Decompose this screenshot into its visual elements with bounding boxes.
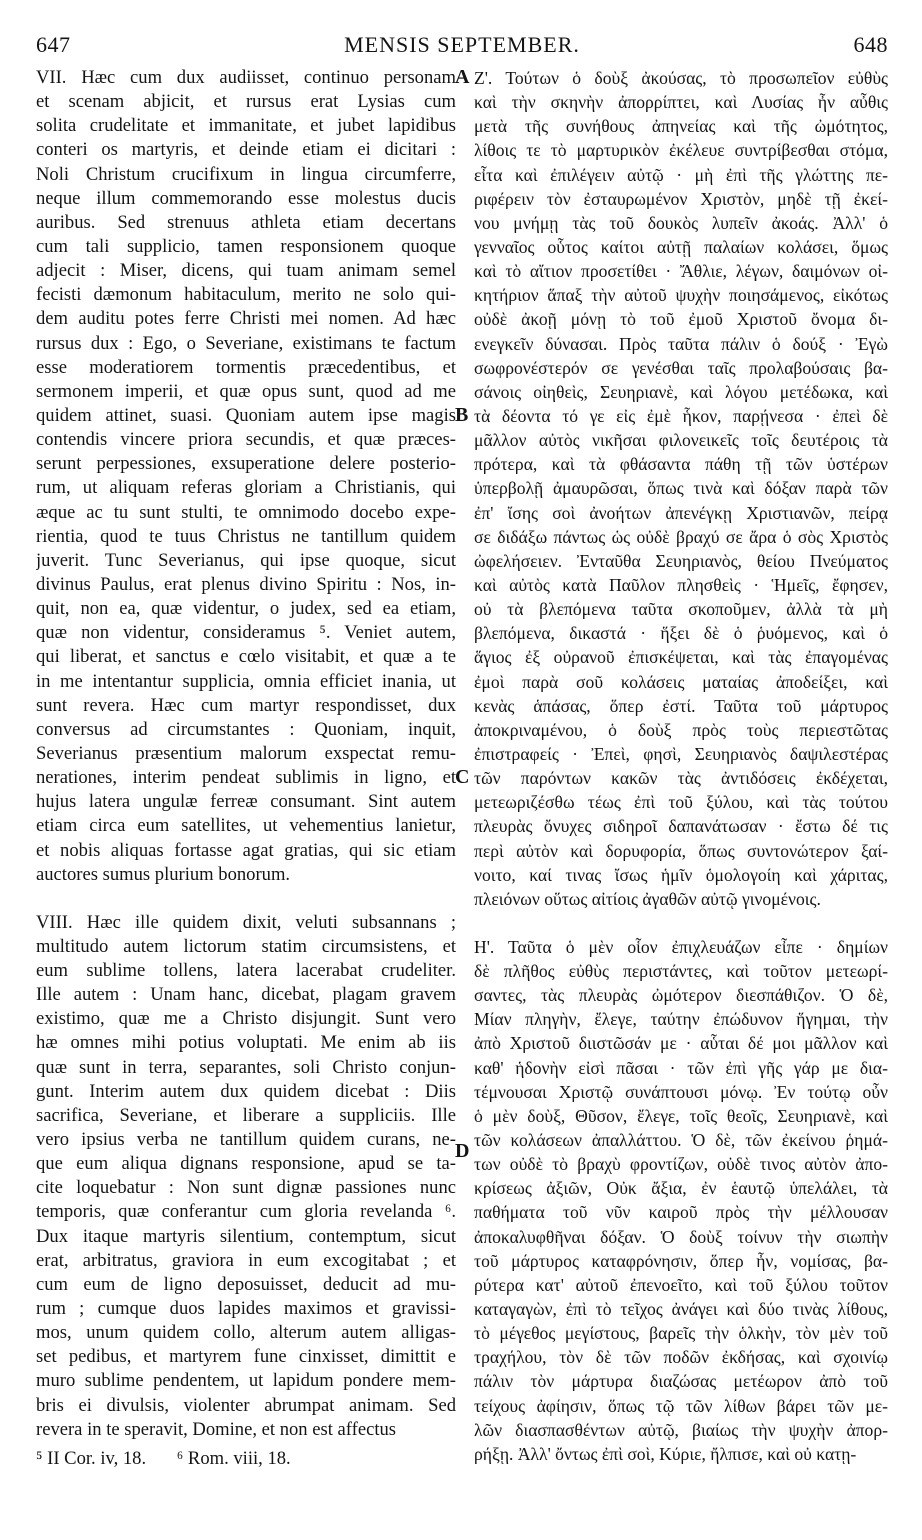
margin-letter-c: C (455, 766, 470, 788)
text-line: quidem attinet, suasi. Quoniam autem ipse magis (36, 404, 456, 426)
text-line: εἶτα καὶ ἐπιλέγειν αὐτῷ · μὴ ἐπὶ τῆς γλώττης πε- (474, 164, 888, 185)
text-line: hæ omnes mihi potius voluptati. Me enim ab iis (36, 1032, 456, 1054)
text-line: τοῦ μάρτυρος καταφρόνησιν, ὅπερ ἦν, νομίσας, βα- (474, 1250, 888, 1271)
text-line: λῶν διασπασθέντων αὐτῷ, βιαίως τὴν ψυχὴν ἀπορ- (474, 1419, 888, 1440)
text-line: ὠφελήσειεν. Ἐνταῦθα Σευηριανὸς, θείου Πνεύματος (474, 550, 888, 571)
text-line: cite loquebatur : Non sunt dignæ passiones nunc (36, 1177, 456, 1199)
text-line: κρίσεως ἀξιῶν, Οὐκ ἄξια, ἐν ἑαυτῷ ὑπελάλει, τὰ (474, 1178, 888, 1199)
text-line: sermonem imperii, et quæ opus sunt, quod ad me (36, 380, 456, 402)
text-line: cum tali supplicio, tamen responsionem quoque (36, 235, 456, 257)
text-line: quæ sunt in terra, separantes, soli Christo conjun- (36, 1056, 456, 1078)
text-line: revera in te speravit, Domine, et non est affectus (36, 1418, 397, 1440)
text-line: rum ; cumque duos lapides maximos et gravissi- (36, 1298, 456, 1320)
running-title: MENSIS SEPTEMBER. (344, 32, 580, 57)
text-line: et scenam abjicit, et rursus erat Lysias cum (36, 91, 456, 113)
text-line: δὲ πλῆθος εὐθὺς περιστάντες, καὶ τοῦτον μετεωρί- (474, 961, 888, 982)
text-line: vero ipsius verba ne tantillum quidem curans, ne- (36, 1129, 456, 1151)
footnotes (36, 1448, 456, 1470)
text-line: VII. Hæc cum dux audiisset, continuo personam (36, 67, 456, 88)
text-line: καταγαγὼν, ἐπὶ τὸ τεῖχος ἀνάγει καὶ δύο τινὰς λίθους, (474, 1299, 888, 1320)
latin-paragraph-vii (36, 66, 456, 887)
text-line: περὶ αὐτὸν καὶ δορυφορία, ὅπως συντονώτερον ξαί- (474, 840, 888, 861)
text-line: μᾶλλον αὐτὸς νικῆσαι φιλονεικεῖς τοῖς δευτέροις τὰ (474, 430, 888, 451)
page-number-left: 647 (36, 32, 71, 57)
text-line: adjecit : Miser, dicens, qui tuam animam semel (36, 260, 456, 282)
text-line: quit, non ea, quæ videntur, o judex, sed ea etiam, (36, 598, 456, 620)
text-line: Ζ'. Τούτων ὁ δοὺξ ἀκούσας, τὸ προσωπεῖον εὐθὺς (474, 68, 888, 88)
footnote-6: ⁶ Rom. viii, 18. (176, 1448, 291, 1469)
text-line: τὸ μέγεθος μεγίστους, βαρεῖς τὴν ὁλκὴν, τὸν μὲν τοῦ (474, 1323, 888, 1344)
text-line: ἀποκριναμένου, ὁ δοὺξ πρὸς τοὺς περιεστῶτας (474, 719, 888, 740)
text-line: divinus Paulus, erat plenus divino Spiritu : Nos, in- (36, 573, 456, 595)
margin-letter-b: B (455, 404, 469, 426)
text-line: σαντες, τὰς πλευρὰς ὠμότερον διεσπάθιζον. Ὁ δὲ, (474, 985, 888, 1006)
text-line: et nobis aliquas fortasse agat gratias, qui sic etiam (36, 839, 456, 861)
text-line: conteri os martyris, et deinde etiam ei dicitari : (36, 139, 456, 161)
page-number-right: 648 (853, 32, 888, 57)
text-line: mos, unum quidem collo, alterum autem alligas- (36, 1322, 456, 1344)
text-line: auribus. Sed strenuus athleta etiam decertans (36, 211, 456, 233)
text-line: sunt revera. Hæc cum martyr respondisset, dux (36, 694, 456, 716)
footnote-5: ⁵ II Cor. iv, 18. (36, 1448, 147, 1469)
text-line: σάνοις οἰηθεὶς, Σευηριανὲ, καὶ λόγου μετέδωκα, καὶ (474, 381, 888, 402)
text-line: νου μνήμῃ τὰς τοῦ δουκὸς λυπεῖν ἀκοάς. Ἀλλ' ὁ (474, 212, 888, 233)
text-line: τῶν κολάσεων ἀπαλλάττου. Ὁ δὲ, τῶν ἐκείνου ῥημά- (474, 1130, 888, 1151)
text-line: ενεγκεῖν δύνασαι. Πρὸς ταῦτα πάλιν ὁ δούξ · Ἐγὼ (474, 333, 888, 354)
text-line: Severianus præsentium malorum exspectat remu- (36, 742, 456, 764)
latin-paragraph-viii (36, 911, 456, 1442)
text-line: muro sublime pendentem, ut lapidum pondere mem- (36, 1370, 456, 1392)
text-line: Η'. Ταῦτα ὁ μὲν οἷον ἐπιχλευάζων εἶπε · δημίων (474, 936, 888, 957)
text-line: ἀπὸ Χριστοῦ διιστῶσάν με · αὗται δέ μοι μᾶλλον καὶ (474, 1033, 888, 1054)
text-line: dem auditu potes ferre Christi mei nomen. Ad hæc (36, 308, 456, 330)
text-line: etiam circa eum satellites, ut vehementius lanietur, (36, 815, 456, 837)
text-line: eum sublime tollens, latera lacerabat crudeliter. (36, 960, 456, 982)
text-line: κενὰς ἁπάσας, ὅπερ ἐστί. Ταῦτα τοῦ μάρτυρος (474, 695, 888, 716)
text-line: VIII. Hæc ille quidem dixit, veluti subsannans ; (36, 911, 456, 933)
margin-letter-a: A (455, 66, 470, 88)
text-line: fecisti dæmonum habitaculum, merito ne solo qui- (36, 284, 456, 306)
text-line: καὶ τὴν σκηνὴν ἀπορρίπτει, καὶ Λυσίας ἦν αὖθις (474, 92, 888, 113)
latin-column (36, 66, 456, 1442)
greek-column (474, 66, 888, 1466)
text-line: existimo, quæ me a Christo disjungit. Sunt vero (36, 1008, 456, 1030)
text-line: quæ non videntur, consideramus ⁵. Veniet autem, (36, 622, 456, 644)
greek-paragraph-h (474, 935, 888, 1466)
text-line: ἐπιστραφείς · Ἐπεὶ, φησὶ, Σευηριανὸς δαψιλεστέρας (474, 743, 888, 764)
text-line: ὑπερβολῇ ἀμαυρῶσαι, ὅπως τινὰ καὶ δόξαν παρὰ τῶν (474, 478, 888, 499)
text-line: οὐ τὰ βλεπόμενα ταῦτα σκοποῦμεν, ἀλλὰ τὰ μὴ (474, 599, 888, 620)
page-header (36, 32, 888, 58)
text-line: καὶ τὸ αἴτιον προσετίθει · Ἄθλιε, λέγων, δαιμόνων οἰ- (474, 261, 888, 282)
text-line: πάλιν τὸν μάρτυρα διαζώσας μετέωρον ἀπὸ τοῦ (474, 1371, 888, 1392)
text-line: καὶ αὐτὸς κατὰ Παῦλον πλησθεὶς · Ἡμεῖς, ἔφησεν, (474, 574, 888, 595)
text-line: μετεωριζέσθω τέως ἐπὶ τοῦ ξύλου, καὶ τὰς τούτου (474, 792, 888, 813)
text-line: Ille autem : Unam hanc, dicebat, plagam gravem (36, 984, 456, 1006)
text-line: γενναῖος οὗτος καίτοι αὐτῇ παλαίων κολάσει, ὅμως (474, 236, 888, 257)
text-line: qui liberat, et sanctus e cœlo visitabit, et quæ a te (36, 646, 456, 668)
margin-letter-d: D (455, 1140, 470, 1162)
text-line: rientia, quod te tuus Christus ne tantillum quidem (36, 525, 456, 547)
text-line: auctores sumus plurium bonorum. (36, 863, 291, 885)
text-line: multitudo autem lictorum statim circumsistens, et (36, 935, 456, 957)
text-line: τῶν παρόντων κακῶν τὰς ἀντιδόσεις ἐκδέχεται, (474, 768, 888, 789)
text-line: σε διδάξω πάντως ὡς οὐδὲ βραχύ σε ἄρα ὁ σὸς Χριστὸς (474, 526, 888, 547)
text-line: παθήματα τοῦ νῦν καιροῦ πρὸς τὴν μέλλουσαν (474, 1202, 888, 1223)
text-line: τραχήλου, τὸν δὲ τῶν ποδῶν ἐκδήσας, καὶ σχοινίῳ (474, 1347, 888, 1368)
text-line: ὁ μὲν δοὺξ, Θῦσον, ἔλεγε, τοῖς θεοῖς, Σευηριανὲ, καὶ (474, 1105, 888, 1126)
text-line: in me intentantur supplicia, omnia efficiet inania, ut (36, 670, 456, 692)
text-line: Noli Christum crucifixum in lingua circumferre, (36, 163, 456, 185)
text-line: solita crudelitate et immanitate, et jubet lapidibus (36, 115, 456, 137)
text-line: erat, arbitratus, graviora in eum excogitabat ; et (36, 1249, 456, 1271)
text-line: σωφρονέστερόν σε γενέσθαι ταῖς προλαβούσαις βα- (474, 357, 888, 378)
text-line: πλευρὰς ὄνυχες σιδηροῖ δαπανάτωσαν · ἔστω δέ τις (474, 816, 888, 837)
text-line: ρήξῃ. Ἀλλ' ὄντως ἐπὶ σοὶ, Κύριε, ἤλπισε, καὶ οὐ κατῃ- (474, 1443, 857, 1464)
text-line: gunt. Interim autem dux quidem dicebat : Diis (36, 1080, 456, 1102)
text-line: cum eum de ligno deposuisset, deducit ad mu- (36, 1273, 456, 1295)
text-line: καθ' ἡδονὴν εἰσὶ πᾶσαι · τῶν ἐπὶ γῆς γάρ με δια- (474, 1057, 888, 1078)
text-line: τὰ δέοντα τό γε εἰς ἐμὲ ἧκον, παρῄνεσα · ἐπεὶ δὲ (474, 405, 888, 426)
text-line: juverit. Tunc Severianus, qui ipse quoque, sicut (36, 549, 456, 571)
text-line: Dux itaque martyris silentium, contemptum, sicut (36, 1225, 456, 1247)
text-line: que eum aliqua dignans responsione, apud se ta- (36, 1153, 456, 1175)
greek-paragraph-z (474, 66, 888, 911)
text-line: Μίαν πληγὴν, ἔλεγε, ταύτην ἐπώδυνον ἥγημαι, τὴν (474, 1009, 888, 1030)
text-line: serunt perpessiones, exsuperatione delere posterio- (36, 453, 456, 475)
text-line: πλειόνων οὕτως αἰτίοις ἀγαθῶν αὐτῷ γινομένοις. (474, 888, 821, 909)
text-line: κητήριον ἅπαξ τὴν αὐτοῦ ψυχὴν ποιησάμενος, εἰκότως (474, 285, 888, 306)
text-line: set pedibus, et martyrem fune cinxisset, dimittit e (36, 1346, 456, 1368)
text-line: sacrifica, Severiane, et liberare a suppliciis. Ille (36, 1104, 456, 1126)
text-line: ρύτερα κατ' αὐτοῦ ἐπενοεῖτο, καὶ τοῦ ξύλου τοῦτον (474, 1274, 888, 1295)
text-line: μετὰ τῆς συνήθους ἀπηνείας καὶ τῆς ὠμότητος, (474, 116, 888, 137)
text-line: τείχους ἀφίησιν, ὅπως τῷ τῶν λίθων βάρει τῶν με- (474, 1395, 888, 1416)
text-line: πρότερα, καὶ τὰ φθάσαντα πάθη τῇ τῶν ὑστέρων (474, 454, 888, 475)
text-line: ἅγιος ἐξ οὐρανοῦ ἐπισκέψεται, καὶ τὰς ἐπαγομένας (474, 647, 888, 668)
text-line: temporis, quæ conferantur cum gloria revelanda ⁶. (36, 1201, 456, 1223)
text-line: conversus ad circumstantes : Quoniam, inquit, (36, 718, 456, 740)
text-line: λίθοις τε τὸ μαρτυρικὸν ἐκέλευε συντρίβεσθαι στόμα, (474, 140, 888, 161)
text-line: ριφέρειν τὸν ἐσταυρωμένον Χριστὸν, μηδὲ τῇ ἐκεί- (474, 188, 888, 209)
text-line: neque illum commemorando esse molestus ducis (36, 187, 456, 209)
text-line: ἀποκαλυφθῆναι δόξαν. Ὁ δοὺξ τοίνυν τὴν σιωπὴν (474, 1226, 888, 1247)
text-line: νοιτο, καί τινας ἴσως ἡμῖν ὁμολογοίη καὶ χάριτας, (474, 864, 888, 885)
text-line: βλεπόμενα, δικαστά · ἥξει δὲ ὁ ῥυόμενος, καὶ ὁ (474, 623, 888, 644)
text-line: ἐπ' ἴσης σοὶ ἀνοήτων ἀπενέγκῃ Χριστιανῶν, πείρᾳ (474, 502, 888, 523)
text-line: hujus latera ungulæ ferreæ consumant. Sint autem (36, 791, 456, 813)
text-line: nerationes, interim pendeat sublimis in ligno, et (36, 767, 456, 789)
text-line: των οὐδὲ τὸ βραχὺ φροντίζων, οὐδὲ τινος αὐτὸν ἀπο- (474, 1154, 888, 1175)
text-line: rursus dux : Ego, o Severiane, existimans te factum (36, 332, 456, 354)
text-line: contendis vincere priora secundis, et quæ præces- (36, 429, 456, 451)
text-line: ἐμοὶ παρὰ σοῦ κολάσεις ματαίας ἀποδείξει, καὶ (474, 671, 888, 692)
text-line: οὐδὲ ἀκοῇ μόνῃ τὸ τοῦ ἐμοῦ Χριστοῦ ὄνομα δι- (474, 309, 888, 330)
text-line: bris ei divulsis, violenter abrumpat animam. Sed (36, 1394, 456, 1416)
text-line: rum, ut aliquam referas gloriam a Christianis, qui (36, 477, 456, 499)
text-line: esse moderatiorem tormentis præcedentibus, et (36, 356, 456, 378)
text-line: τέμνουσαι Χριστῷ συνάπτουσι μόνῳ. Ἐν τούτῳ οὖν (474, 1081, 888, 1102)
text-line: æque ac tu sunt stulti, te omnimodo docebo expe- (36, 501, 456, 523)
